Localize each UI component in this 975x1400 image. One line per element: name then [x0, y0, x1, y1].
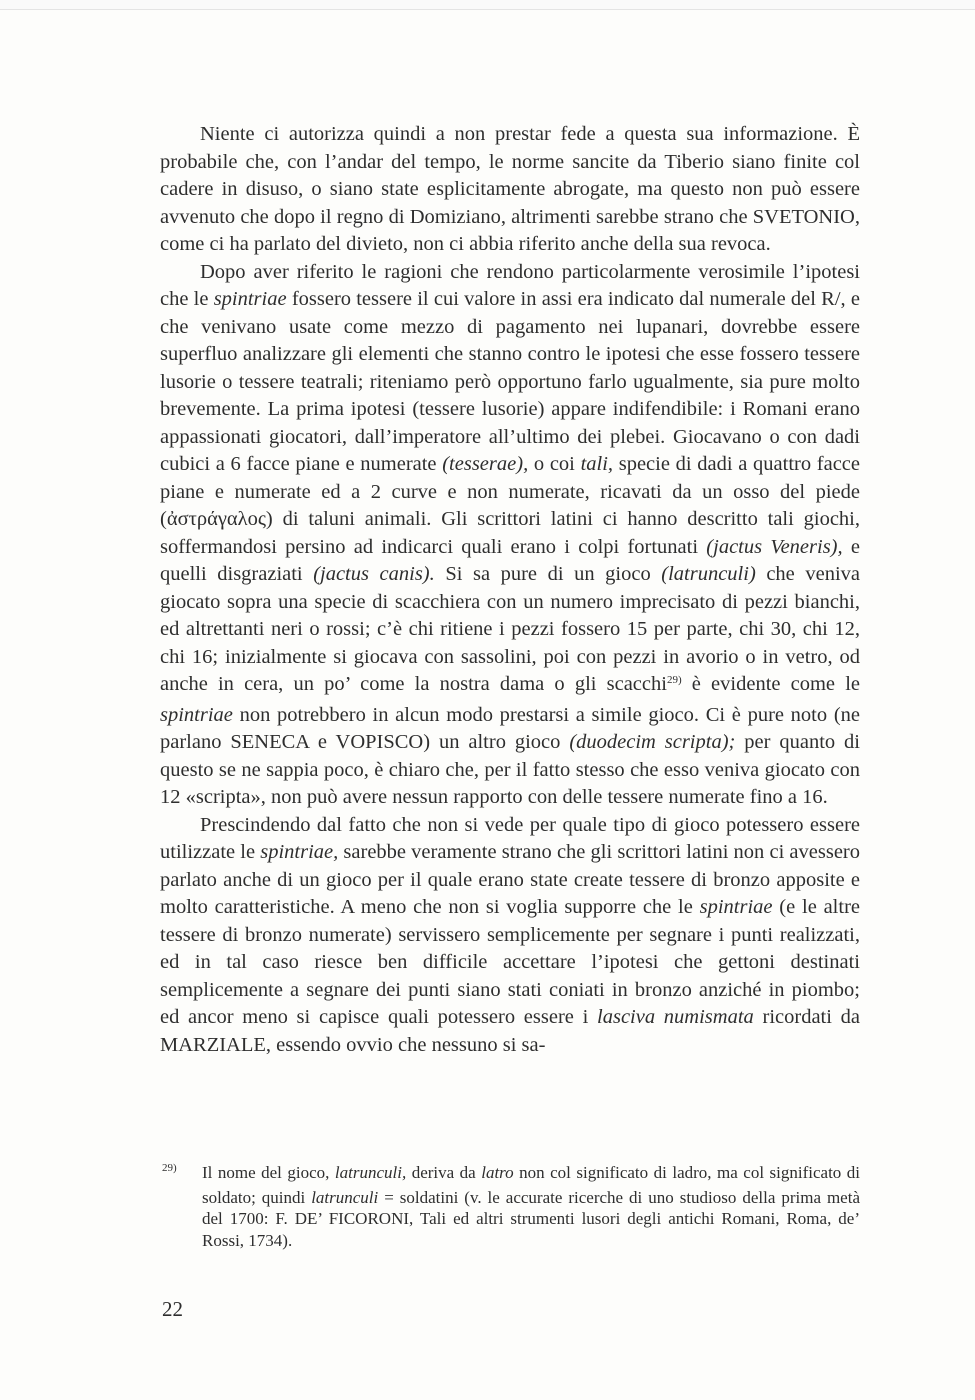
footnote-reference: 29) — [666, 674, 682, 686]
text-run: non potrebbero in alcun modo prestarsi a simile gioco. Ci è pure noto (ne parlano SENECA e VOPISCO) un altro gioco — [160, 703, 860, 753]
text-run: = soldatini (v. le accurate ricerche di uno studioso della prima metà del 1700: F. DE’ FICORONI, Tali ed altri strumenti lusori degli antichi Romani, Roma, de’ Rossi, 1734). — [202, 1187, 860, 1250]
footnote — [162, 1162, 860, 1251]
text-run: non col significato di ladro, ma col significato di soldato; quindi — [202, 1163, 861, 1207]
text-run: (e le altre tessere di bronzo numerate) servissero semplicemente per segnare i punti realizzati, ed in tal caso riesce ben difficile accettare l’ipotesi che gettoni destinati semplicemente a segnare dei punti siano stati coniati in bronzo anziché in piombo; ed ancor meno si capisce quali potessero essere i — [160, 896, 860, 1028]
italic-run: latrunculi, — [334, 1163, 407, 1182]
italic-run: tali, — [580, 453, 614, 475]
italic-run: latrunculi — [311, 1187, 379, 1207]
text-run: o coi — [528, 453, 581, 475]
text-run: Dopo aver riferito le ragioni che rendono particolarmente verosimile l’ipotesi che le — [160, 260, 860, 310]
footnote-mark: 29) — [162, 1162, 177, 1174]
text-run: deriva da — [406, 1163, 482, 1182]
italic-run: spintriae — [699, 896, 773, 918]
text-run: per quanto di questo se ne sappia poco, è chiaro che, per il fatto stesso che esso veniva giocato con 12 «scripta», non può avere nessun rapporto con delle tessere numerate fino a 16. — [160, 731, 861, 808]
italic-run: (jactus Veneris), — [706, 535, 843, 558]
text-run: è evidente come le — [681, 673, 860, 695]
text-run: che veniva giocato sopra una specie di scacchiera con un numero imprecisato di pezzi bianchi, ed altrettanti neri o rossi; c’è chi ritiene i pezzi fossero 15 per parte, chi 30, chi 12, chi 16; inizialmente si giocava con sassolini, poi con pezzi in avorio o in vetro, od anche in cera, un po’ come la nostra dama o gli scacchi — [160, 563, 860, 695]
text-run: Niente ci autorizza quindi a non prestar fede a questa sua informazione. È probabile che, con l’andar del tempo, le norme sancite da Tiberio siano finite col cadere in disuso, o siano state esplicitamente abrogate, ma questo non può essere avvenuto che dopo il regno di Domiziano, altrimenti sarebbe strano che SVETONIO, come ci ha parlato del divieto, non ci abbia riferito anche della sua revoca. — [160, 123, 860, 255]
paragraph-1 — [160, 121, 860, 259]
text-run: sarebbe veramente strano che gli scrittori latini non ci avessero parlato anche di un gioco per il quale erano state create tessere di bronzo apposite e molto caratteristiche. A meno che non si voglia supporre che le — [160, 841, 860, 918]
paragraph-2 — [160, 259, 860, 812]
text-run: Prescindendo dal fatto che non si vede per quale tipo di gioco potessero essere utilizzate le — [160, 813, 860, 863]
footnote-29 — [162, 1162, 860, 1251]
footnote-text — [202, 1163, 860, 1250]
text-run: specie di dadi a quattro facce piane e numerate ed a 2 curve e non numerate, ricavati da un osso del piede (ἀστράγαλος) di taluni animali. Gli scrittori latini ci hanno descritto tali giochi, soffermandosi persino ad indicarci quali erano i colpi fortunati — [160, 453, 860, 558]
italic-run: (jactus canis). — [313, 563, 435, 585]
italic-run: lasciva numismata — [597, 1006, 754, 1028]
italic-run: spintriae — [160, 703, 233, 726]
text-run: fossero tessere il cui valore in assi era indicato dal numerale del R/, e che venivano usate come mezzo di pagamento nei lupanari, dovrebbe essere superfluo analizzare gli elementi che stanno contro le ipotesi che esse fossero tessere lusorie o tessere teatrali; riteniamo però opportuno farlo ugualmente, sia pure molto brevemente. La prima ipotesi (tessere lusorie) appare indifendibile: i Romani erano appassionati giocatori, dall’imperatore all’ultimo dei plebei. Giocavano o con dadi cubici a 6 facce piane e numerate — [160, 288, 860, 475]
italic-run: latro — [481, 1163, 514, 1182]
italic-run: (tesserae), — [442, 453, 529, 475]
text-run: Il nome del gioco, — [202, 1163, 335, 1182]
italic-run: (duodecim scripta); — [569, 731, 736, 753]
italic-run: spintriae, — [260, 841, 339, 863]
text-run: ricordati da MARZIALE, essendo ovvio che nessuno si sa- — [160, 1006, 860, 1056]
text-run: Si sa pure di un gioco — [434, 563, 662, 585]
italic-run: spintriae — [213, 288, 287, 310]
text-run: e quelli disgraziati — [160, 535, 860, 585]
page-number: 22 — [162, 1297, 183, 1321]
main-text — [160, 121, 860, 1059]
page-top-edge — [0, 0, 975, 10]
paragraph-3 — [160, 812, 860, 1060]
italic-run: (latrunculi) — [661, 563, 756, 585]
